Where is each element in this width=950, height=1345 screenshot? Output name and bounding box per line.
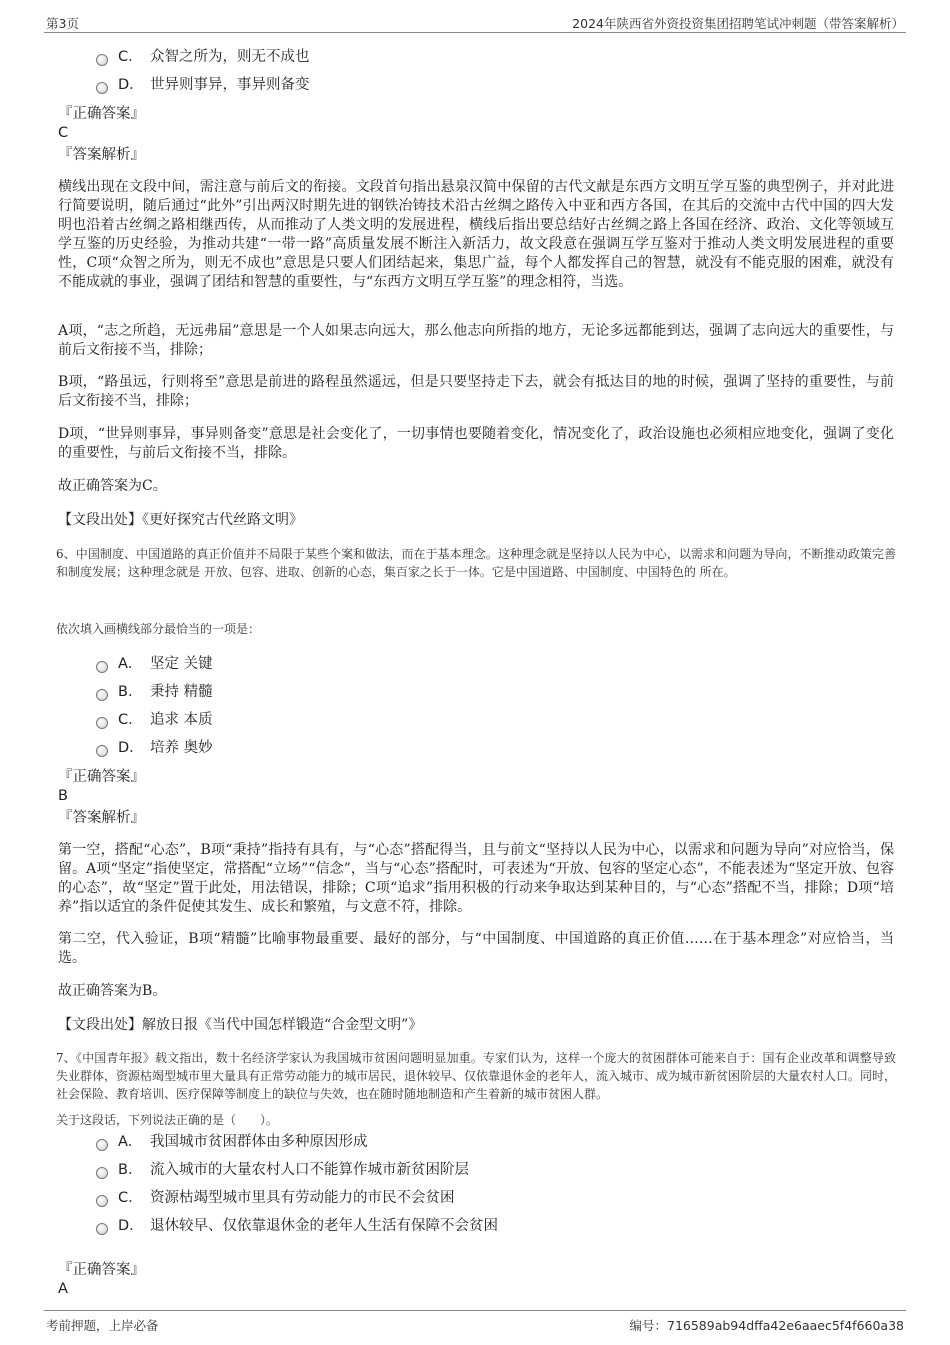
q7-answer-label: 『正确答案』	[58, 1262, 145, 1278]
q5-analysis-b: B项，“路虽远，行则将至”意思是前进的路程虽然遥远，但是只要坚持走下去，就会有抵达目的地的时候，强调了坚持的重要性，与前后文衔接不当，排除；	[58, 374, 894, 409]
q5-option-d[interactable]: D． 世异则事异，事异则备变	[96, 74, 310, 96]
radio-icon[interactable]	[96, 54, 108, 66]
q7-option-b[interactable]: B． 流入城市的大量农村人口不能算作城市新贫困阶层	[96, 1159, 469, 1181]
q5-analysis-main: 横线出现在文段中间，需注意与前后文的衔接。文段首句指出悬泉汉简中保留的古代文献是东西方文明互学互鉴的典型例子，并对此进行简要说明，随后通过“此外”引出两汉时期先进的钢铁冶铸技术沿古丝绸之路传入中亚和西方各国，在其后的交流中古代中国的四大发明也沿着古丝绸之路相继西传，从而推动了人类文明的发展进程，横线后指出要总结好古丝绸之路上各国在经济、政治、文化等领域互学互鉴的历史经验，为推动共建“一带一路”高质量发展不断注入新活力，故文段意在强调互学互鉴对于推动人类文明发展进程的重要性，C项“众智之所为，则无不成也”意思是只要人们团结起来，集思广益，每个人都发挥自己的智慧，就没有不能克服的困难，就没有不能成就的事业，强调了团结和智慧的重要性，与“东西方文明互学互鉴”的理念相符，当选。	[58, 179, 894, 290]
document-code: 编号：716589ab94dffa42e6aaec5f4f660a38	[629, 1318, 904, 1333]
radio-icon[interactable]	[96, 1139, 108, 1151]
q7-option-d[interactable]: D． 退休较早、仅依靠退休金的老年人生活有保障不会贫困	[96, 1215, 498, 1237]
radio-icon[interactable]	[96, 1167, 108, 1179]
q5-source: 【文段出处】《更好探究古代丝路文明》	[58, 512, 303, 528]
q6-option-c[interactable]: C． 追求 本质	[96, 709, 213, 731]
q6-option-a[interactable]: A． 坚定 关键	[96, 653, 213, 675]
q7-option-a[interactable]: A． 我国城市贫困群体由多种原因形成	[96, 1131, 368, 1153]
radio-icon[interactable]	[96, 745, 108, 757]
q6-stem: 6、中国制度、中国道路的真正价值并不局限于某些个案和做法，而在于基本理念。这种理念就是坚持以人民为中心，以需求和问题为导向，不断推动政策完善和制度发展；这种理念就是 开放、包容、进取、创新的心态，集百家之长于一体。它是中国道路、中国制度、中国特色的 所在。	[56, 547, 896, 579]
q6-answer: B	[58, 788, 68, 804]
q7-stem: 7、《中国青年报》载文指出，数十名经济学家认为我国城市贫困问题明显加重。专家们认为，这样一个庞大的贫困群体可能来自于：国有企业改革和调整导致失业群体，资源枯竭型城市里大量具有正常劳动能力的城市居民，退休较早、仅依靠退休金的老年人，流入城市、成为城市新贫困阶层的大量农村人口。同时，社会保险、教育培训、医疗保障等制度上的缺位与失效，也在随时随地制造和产生着新的城市贫困人群。	[56, 1051, 897, 1101]
q7-answer: A	[58, 1281, 68, 1297]
q5-analysis-d: D项，“世异则事异，事异则备变”意思是社会变化了，一切事情也要随着变化，情况变化了，政治设施也必须相应地变化，强调了变化的重要性，与前后文衔接不当，排除。	[58, 426, 894, 461]
page-number: 第3页	[46, 16, 79, 31]
radio-icon[interactable]	[96, 661, 108, 673]
q6-answer-label: 『正确答案』	[58, 769, 145, 785]
radio-icon[interactable]	[96, 689, 108, 701]
q6-option-d[interactable]: D． 培养 奥妙	[96, 737, 213, 759]
q5-option-c[interactable]: C． 众智之所为，则无不成也	[96, 46, 310, 68]
radio-icon[interactable]	[96, 1195, 108, 1207]
radio-icon[interactable]	[96, 717, 108, 729]
q6-conclusion: 故正确答案为B。	[58, 983, 167, 999]
radio-icon[interactable]	[96, 1223, 108, 1235]
q5-answer: C	[58, 125, 69, 141]
radio-icon[interactable]	[96, 82, 108, 94]
q6-analysis-label: 『答案解析』	[58, 810, 145, 826]
q5-analysis-a: A项，“志之所趋，无远弗届”意思是一个人如果志向远大，那么他志向所指的地方，无论多远都能到达，强调了志向远大的重要性，与前后文衔接不当，排除；	[58, 323, 894, 358]
q6-source: 【文段出处】解放日报《当代中国怎样锻造“合金型文明”》	[58, 1017, 423, 1033]
document-title: 2024年陕西省外资投资集团招聘笔试冲刺题（带答案解析）	[572, 16, 904, 31]
q6-option-b[interactable]: B． 秉持 精髓	[96, 681, 213, 703]
page-footer	[44, 1310, 906, 1335]
q7-prompt: 关于这段话，下列说法正确的是（ ）。	[56, 1113, 279, 1127]
q7-option-c[interactable]: C． 资源枯竭型城市里具有劳动能力的市民不会贫困	[96, 1187, 455, 1209]
q5-answer-label: 『正确答案』	[58, 106, 145, 122]
page-header	[44, 12, 906, 33]
q5-conclusion: 故正确答案为C。	[58, 478, 167, 494]
q5-analysis-label: 『答案解析』	[58, 147, 145, 163]
q6-prompt: 依次填入画横线部分最恰当的一项是：	[56, 622, 261, 636]
footer-slogan: 考前押题，上岸必备	[46, 1318, 159, 1333]
q6-analysis-first-blank: 第一空，搭配“心态”，B项“秉持”指持有具有，与“心态”搭配得当，且与前文“坚持以人民为中心，以需求和问题为导向”对应恰当，保留。A项“坚定”指使坚定，常搭配“立场”“信念”，当与“心态”搭配时，可表述为“开放、包容的坚定心态”，不能表述为“坚定开放、包容的心态”，故“坚定”置于此处，用法错误，排除；C项“追求”指用积极的行动来争取达到某种目的，与“心态”搭配不当，排除；D项“培养”指以适宜的条件促使其发生、成长和繁殖，与文意不符，排除。	[58, 842, 894, 915]
q6-analysis-second-blank: 第二空，代入验证，B项“精髓”比喻事物最重要、最好的部分，与“中国制度、中国道路的真正价值……在于基本理念”对应恰当，当选。	[58, 931, 894, 966]
